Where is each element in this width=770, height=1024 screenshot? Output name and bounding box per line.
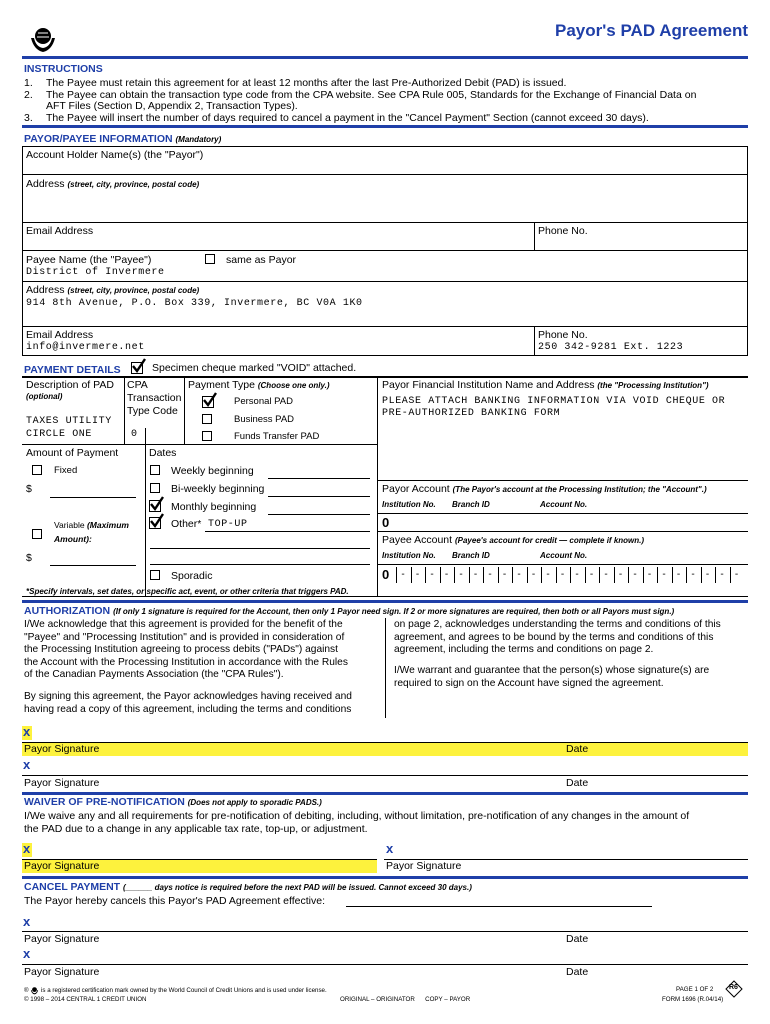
cpa-label-2: Transaction [127, 392, 182, 404]
weekly-checkbox[interactable] [150, 465, 160, 475]
desc-value-2[interactable]: CIRCLE ONE [26, 429, 93, 440]
variable-note: Amount): [54, 534, 92, 544]
variable-label: Variable (Maximum [54, 520, 129, 530]
waiver-line-2: the PAD due to a change in any applicable tax rate, top-up, or adjustment. [24, 823, 368, 835]
other-field-3[interactable] [150, 564, 370, 565]
other-field[interactable] [205, 531, 370, 532]
fixed-label: Fixed [54, 465, 78, 476]
waiver-line-1: I/We waive any and all requirements for pre-notification of debiting, including, without limitation, pre-notification of any changes in the amount of [24, 810, 690, 822]
authorization-right-text [394, 619, 748, 657]
cpa-label-3: Type Code [127, 405, 178, 417]
sporadic-label: Sporadic [171, 570, 213, 582]
account-digit-cell[interactable]: - [512, 567, 525, 583]
payment-footnote: *Specify intervals, set dates, or specific act, event, or other criteria that triggers PAD. [26, 587, 349, 596]
specimen-label: Specimen cheque marked "VOID" attached. [152, 362, 357, 374]
cancel-effective-field[interactable] [346, 906, 652, 907]
account-digit-cell[interactable]: - [425, 567, 438, 583]
other-checkbox[interactable] [149, 517, 161, 529]
signature-x-mark: x [23, 757, 31, 772]
account-digit-cell[interactable]: - [570, 567, 583, 583]
amount-label: Amount of Payment [26, 447, 119, 459]
signature-x-mark: x [386, 841, 394, 856]
account-digit-cell[interactable]: - [585, 567, 598, 583]
date-label-1: Date [566, 743, 589, 755]
business-pad-label: Business PAD [234, 414, 295, 425]
signature-x-mark: x [23, 841, 31, 856]
payor-address-label[interactable]: Address (street, city, province, postal code) [26, 178, 200, 190]
payor-signature-field-2[interactable] [22, 775, 748, 776]
authorization-line: on page 2, acknowledges understanding the terms and conditions of this [394, 619, 721, 630]
check-icon [149, 496, 165, 512]
biweekly-label: Bi-weekly beginning [171, 483, 265, 495]
account-digit-cell[interactable]: - [686, 567, 699, 583]
payor-signature-field-1[interactable] [22, 742, 748, 756]
biweekly-checkbox[interactable] [150, 483, 160, 493]
instruction-3: The Payee will insert the number of days required to cancel a payment in the "Cancel Payment" Section (cannot exceed 30 days). [46, 112, 649, 124]
authorization-heading: AUTHORIZATION (If only 1 signature is required for the Account, then only 1 Payor need sign. If 2 or more signatures are required, then both or all Payors must sign.) [24, 605, 675, 617]
divider [22, 792, 748, 795]
monthly-checkbox[interactable] [149, 500, 161, 512]
authorization-left-text [24, 619, 382, 682]
account-digit-cell[interactable]: - [411, 567, 424, 583]
authorization-line: the Account with the Processing Institution in accordance with the Rules [24, 656, 348, 668]
account-digit-cell[interactable]: - [396, 567, 409, 583]
account-digit-cell[interactable]: - [483, 567, 496, 583]
authorization-line: the Processing Institution agreeing to process debits ("PADs") against [24, 644, 338, 656]
hands-globe-logo-icon [28, 24, 58, 54]
institution-value-1[interactable]: PLEASE ATTACH BANKING INFORMATION VIA VOID CHEQUE OR [382, 396, 726, 407]
account-digit-cell[interactable]: - [730, 567, 743, 583]
payee-phone-value[interactable]: 250 342-9281 Ext. 1223 [538, 342, 684, 353]
same-as-payor-label: same as Payor [226, 254, 297, 266]
payee-phone-label: Phone No. [538, 329, 588, 341]
other-label: Other* [171, 518, 202, 530]
signature-x-mark: x [23, 946, 31, 961]
authorization-right-text-2 [394, 665, 748, 690]
funds-transfer-checkbox[interactable] [202, 431, 212, 441]
instruction-2b: AFT Files (Section D, Appendix 2, Transaction Types). [46, 100, 298, 112]
signature-x-mark: x [23, 914, 31, 929]
logo [28, 24, 58, 54]
cancel-date-label-2: Date [566, 966, 589, 978]
copy-distribution: ORIGINAL – ORIGINATOR COPY – PAYOR [340, 996, 471, 1003]
copyright: © 1998 – 2014 CENTRAL 1 CREDIT UNION [24, 996, 147, 1003]
account-digit-cell[interactable]: - [599, 567, 612, 583]
instruction-3-num: 3. [24, 112, 33, 124]
instruction-2: The Payee can obtain the transaction type code from the CPA website. See CPA Rule 005, Standards for the Exchange of Financial Data on [46, 89, 697, 101]
payee-email-label: Email Address [26, 329, 94, 341]
payee-name-value[interactable]: District of Invermere [26, 267, 165, 278]
form-number: FORM 1696 (R.04/14) [662, 996, 724, 1003]
page-number: PAGE 1 OF 2 [676, 986, 714, 993]
hands-globe-logo-icon [30, 986, 39, 995]
other-field-2[interactable] [150, 548, 370, 549]
instruction-1: The Payee must retain this agreement for at least 12 months after the last Pre-Authorized Debit (PAD) is issued. [46, 77, 567, 89]
payment-details-heading: PAYMENT DETAILS [24, 364, 121, 376]
payment-type-label: Payment Type (Choose one only.) [188, 379, 330, 391]
payor-payee-heading: PAYOR/PAYEE INFORMATION (Mandatory) [24, 133, 222, 145]
authorization-line: I/We acknowledge that this agreement is provided for the benefit of the [24, 619, 343, 630]
account-digit-cell[interactable]: - [527, 567, 540, 583]
payor-account-digit[interactable]: 0 [382, 515, 390, 530]
institution-value-2[interactable]: PRE-AUTHORIZED BANKING FORM [382, 408, 561, 419]
payee-account-cells[interactable] [396, 567, 748, 583]
payee-address-label: Address (street, city, province, postal code) [26, 284, 200, 296]
account-holder-label[interactable]: Account Holder Name(s) (the "Payor") [26, 149, 204, 161]
authorization-left-text-2 [24, 691, 382, 716]
account-digit-cell[interactable]: - [498, 567, 511, 583]
authorization-line: agreement, and agrees to be bound by the terms and conditions of this [394, 631, 714, 643]
authorization-line: By signing this agreement, the Payor acknowledges having received and [24, 691, 352, 702]
fixed-checkbox[interactable] [32, 465, 42, 475]
cpa-value[interactable]: 0 [131, 429, 138, 440]
cancel-date-label-1: Date [566, 933, 589, 945]
account-digit-cell[interactable]: - [469, 567, 482, 583]
desc-note: (optional) [26, 392, 63, 401]
account-digit-cell[interactable]: - [440, 567, 453, 583]
account-digit-cell[interactable]: - [628, 567, 641, 583]
biweekly-date-field[interactable] [268, 496, 370, 497]
monthly-date-field[interactable] [268, 514, 370, 515]
authorization-line: I/We warrant and guarantee that the person(s) whose signature(s) are [394, 665, 710, 676]
signature-x-mark: x [23, 724, 31, 739]
cancel-signature-field-2[interactable] [22, 964, 748, 965]
cancel-signature-label-1: Payor Signature [24, 933, 100, 945]
account-digit-cell[interactable]: - [556, 567, 569, 583]
weekly-date-field[interactable] [268, 478, 370, 479]
authorization-line: "Payee" and "Processing Institution" and is provided in consideration of [24, 631, 345, 643]
instructions-heading: INSTRUCTIONS [24, 63, 103, 75]
page-title: Payor's PAD Agreement [555, 21, 748, 40]
payee-account-label: Payee Account (Payee's account for credit — complete if known.) [382, 534, 645, 546]
other-value[interactable]: TOP-UP [208, 519, 248, 530]
payor-signature-label-2: Payor Signature [24, 777, 100, 789]
account-digit-cell[interactable]: - [454, 567, 467, 583]
account-digit-cell[interactable]: - [643, 567, 656, 583]
account-digit-cell[interactable]: - [657, 567, 670, 583]
specimen-checkbox[interactable] [131, 362, 143, 374]
waiver-signature-label-2: Payor Signature [386, 860, 462, 872]
account-digit-cell[interactable]: - [614, 567, 627, 583]
payor-branch-id: Branch ID [452, 500, 490, 509]
check-icon [131, 358, 147, 374]
divider [22, 125, 748, 128]
instruction-2-num: 2. [24, 89, 33, 101]
check-icon [149, 513, 165, 529]
personal-pad-label: Personal PAD [234, 396, 293, 407]
funds-transfer-label: Funds Transfer PAD [234, 431, 320, 442]
account-digit-cell[interactable]: - [672, 567, 685, 583]
payor-inst-no: Institution No. [382, 500, 436, 509]
authorization-line: of the Canadian Payments Association (the "CPA Rules"). [24, 669, 284, 681]
account-digit-cell[interactable]: - [541, 567, 554, 583]
cancel-signature-field-1[interactable] [22, 931, 748, 932]
check-icon [202, 392, 218, 408]
variable-checkbox[interactable] [32, 529, 42, 539]
authorization-line: required to sign on the Account have signed the agreement. [394, 677, 664, 689]
business-pad-checkbox[interactable] [202, 414, 212, 424]
desc-value-1[interactable]: TAXES UTILITY [26, 416, 112, 427]
authorization-line: agreement, including the terms and conditions on page 2. [394, 644, 654, 656]
payor-phone-label[interactable]: Phone No. [538, 225, 588, 237]
same-as-payor-checkbox[interactable] [205, 254, 215, 264]
cpa-label-1: CPA [127, 379, 148, 391]
corner-mark: R6 [725, 980, 743, 998]
payee-address-value[interactable]: 914 8th Avenue, P.O. Box 339, Invermere, BC V0A 1K0 [26, 298, 363, 309]
payor-signature-label-1: Payor Signature [24, 743, 100, 755]
payee-name-label: Payee Name (the "Payee") [26, 254, 152, 266]
waiver-heading: WAIVER OF PRE-NOTIFICATION (Does not apply to sporadic PADS.) [24, 796, 322, 808]
trademark-line: ® is a registered certification mark owned by the World Council of Credit Unions and is used under license. [24, 987, 327, 995]
payee-account-no: Account No. [540, 551, 588, 560]
sporadic-checkbox[interactable] [150, 570, 160, 580]
dates-label: Dates [149, 447, 177, 459]
personal-pad-checkbox[interactable] [202, 396, 214, 408]
divider [22, 56, 748, 59]
divider [22, 876, 748, 879]
payee-email-value[interactable]: info@invermere.net [26, 342, 145, 353]
payee-inst-no: Institution No. [382, 551, 436, 560]
payee-branch-id: Branch ID [452, 551, 490, 560]
monthly-label: Monthly beginning [171, 501, 257, 513]
account-digit-cell[interactable]: - [701, 567, 714, 583]
instruction-1-num: 1. [24, 77, 33, 89]
cancel-signature-label-2: Payor Signature [24, 966, 100, 978]
waiver-signature-label-1: Payor Signature [24, 860, 100, 872]
cancel-line: The Payor hereby cancels this Payor's PAD Agreement effective: [24, 895, 326, 907]
payor-account-label: Payor Account (The Payor's account at the Processing Institution; the "Account".) [382, 483, 707, 495]
weekly-label: Weekly beginning [171, 465, 254, 477]
cancel-heading: CANCEL PAYMENT (______ days notice is required before the next PAD will be issued. Cannot exceed 30 days.) [24, 881, 472, 893]
variable-amount-field[interactable] [50, 565, 136, 566]
account-digit-cell[interactable]: - [715, 567, 728, 583]
date-label-2: Date [566, 777, 589, 789]
payor-account-no: Account No. [540, 500, 588, 509]
authorization-line: having read a copy of this agreement, including the terms and conditions [24, 703, 352, 715]
desc-label: Description of PAD [26, 379, 114, 391]
fixed-dollar: $ [26, 483, 32, 495]
institution-label: Payor Financial Institution Name and Address (the "Processing Institution") [382, 379, 709, 391]
variable-dollar: $ [26, 552, 32, 564]
fixed-amount-field[interactable] [50, 497, 136, 498]
payee-account-digit[interactable]: 0 [382, 567, 390, 582]
payor-email-label[interactable]: Email Address [26, 225, 94, 237]
divider [22, 600, 748, 603]
